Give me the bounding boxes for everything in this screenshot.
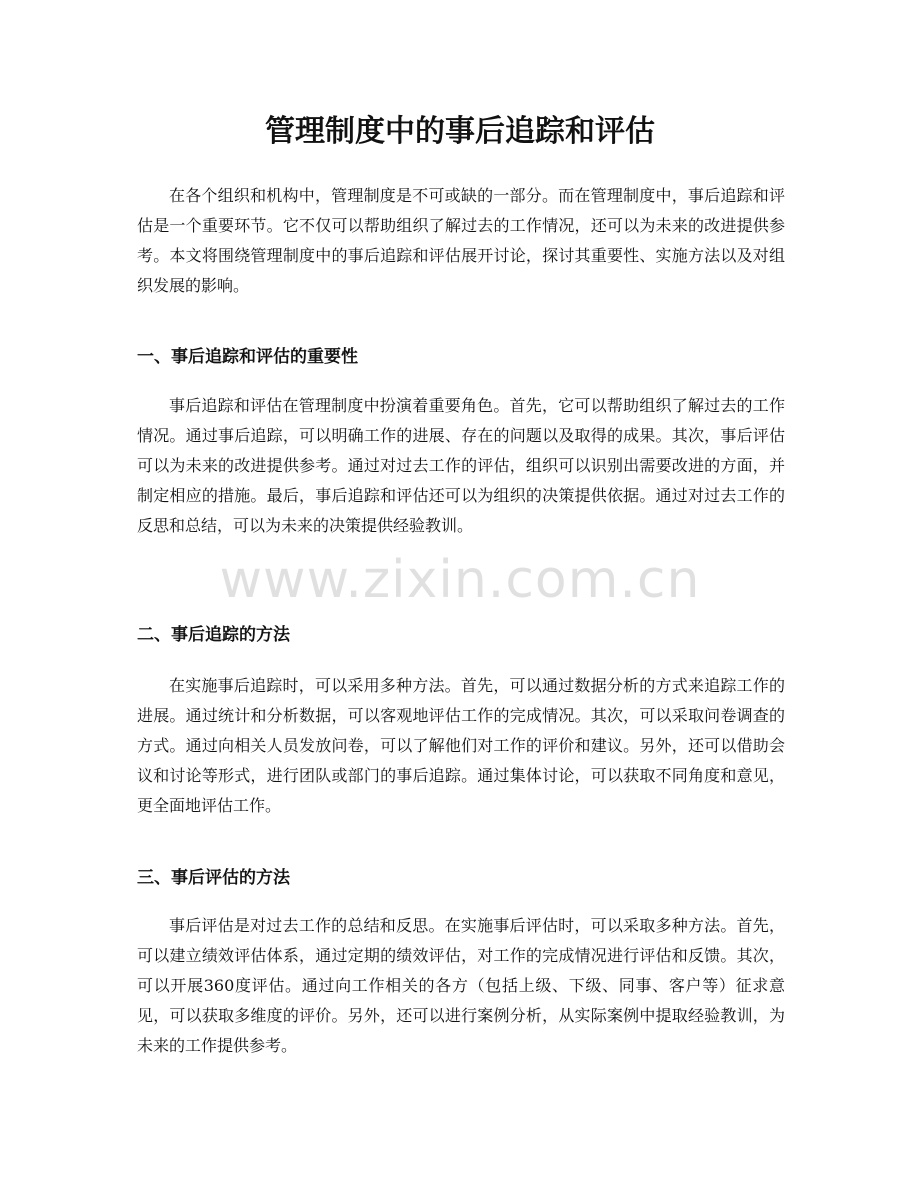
section-body-evaluation: 事后评估是对过去工作的总结和反思。在实施事后评估时，可以采取多种方法。首先，可以建立绩效评估体系，通过定期的绩效评估，对工作的完成情况进行评估和反馈。其次，可以开展360度评估。通过向工作相关的各方（包括上级、下级、同事、客户等）征求意见，可以获取多维度的评价。另外，还可以进行案例分析，从实际案例中提取经验教训，为未来的工作提供参考。 bbox=[137, 916, 785, 1055]
section-heading-importance: 一、事后追踪和评估的重要性 bbox=[137, 347, 358, 367]
document-title: 管理制度中的事后追踪和评估 bbox=[265, 114, 655, 149]
intro-paragraph: 在各个组织和机构中，管理制度是不可或缺的一部分。而在管理制度中，事后追踪和评估是一个重要环节。它不仅可以帮助组织了解过去的工作情况，还可以为未来的改进提供参考。本文将围绕管理制度中的事后追踪和评估展开讨论，探讨其重要性、实施方法以及对组织发展的影响。 bbox=[137, 186, 785, 295]
section-heading-tracking: 二、事后追踪的方法 bbox=[137, 625, 290, 645]
section-body-tracking: 在实施事后追踪时，可以采用多种方法。首先，可以通过数据分析的方式来追踪工作的进展。通过统计和分析数据，可以客观地评估工作的完成情况。其次，可以采取问卷调查的方式。通过向相关人员发放问卷，可以了解他们对工作的评价和建议。另外，还可以借助会议和讨论等形式，进行团队或部门的事后追踪。通过集体讨论，可以获取不同角度和意见，更全面地评估工作。 bbox=[137, 676, 785, 815]
watermark: www.zixin.com.cn bbox=[219, 550, 701, 610]
section-body-importance: 事后追踪和评估在管理制度中扮演着重要角色。首先，它可以帮助组织了解过去的工作情况。通过事后追踪，可以明确工作的进展、存在的问题以及取得的成果。其次，事后评估可以为未来的改进提供参考。通过对过去工作的评估，组织可以识别出需要改进的方面，并制定相应的措施。最后，事后追踪和评估还可以为组织的决策提供依据。通过对过去工作的反思和总结，可以为未来的决策提供经验教训。 bbox=[137, 396, 785, 535]
section-heading-evaluation: 三、事后评估的方法 bbox=[137, 868, 290, 888]
